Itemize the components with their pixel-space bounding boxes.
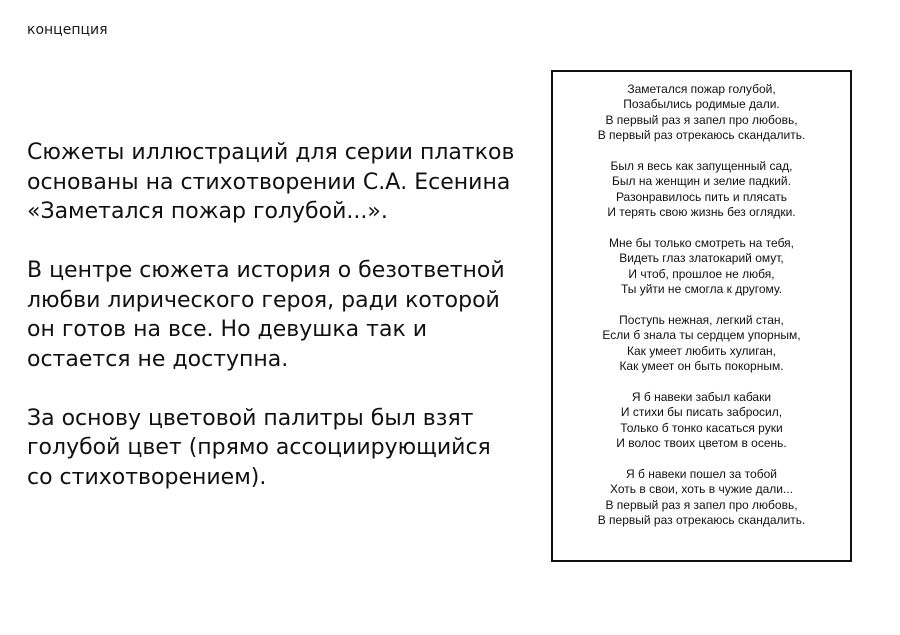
concept-paragraph — [27, 404, 532, 493]
poem-line: В первый раз отрекаюсь скандалить. — [597, 513, 806, 528]
poem-line: И терять свою жизнь без оглядки. — [607, 205, 796, 220]
poem-line: Если б знала ты сердцем упорным, — [602, 328, 801, 343]
concept-line: остается не доступна. — [27, 346, 289, 372]
poem-stanza — [553, 82, 850, 144]
poem-line: Хоть в свои, хоть в чужие дали... — [610, 482, 793, 497]
poem-stanza — [553, 236, 850, 298]
poem-line: Видеть глаз златокарий омут, — [619, 251, 784, 266]
poem-line: Поступь нежная, легкий стан, — [619, 313, 784, 328]
poem-line: В первый раз отрекаюсь скандалить. — [597, 128, 806, 143]
poem-line: Как умеет любить хулиган, — [627, 343, 776, 358]
poem-line: В первый раз я запел про любовь, — [605, 112, 798, 127]
poem-stanza — [553, 467, 850, 529]
poem-line: Разонравилось пить и плясать — [615, 189, 788, 204]
poem-text — [553, 82, 850, 544]
poem-line: И чтоб, прошлое не любя, — [628, 266, 775, 281]
concept-paragraph — [27, 256, 532, 374]
concept-line: За основу цветовой палитры был взят — [27, 405, 474, 431]
poem-line: Я б навеки пошел за тобой — [626, 467, 777, 482]
poem-line: Ты уйти не смогла к другому. — [620, 282, 783, 297]
poem-line: Как умеет он быть покорным. — [619, 359, 784, 374]
poem-frame — [551, 70, 852, 562]
poem-line: Я б навеки забыл кабаки — [631, 390, 772, 405]
concept-line: Сюжеты иллюстраций для серии платков — [27, 140, 515, 165]
poem-line: Был на женщин и зелие падкий. — [612, 174, 791, 189]
poem-stanza — [553, 159, 850, 221]
concept-line: любви лирического героя, ради которой — [27, 287, 500, 313]
poem-line: И стихи бы писать забросил, — [620, 405, 783, 420]
concept-line: со стихотворением). — [27, 464, 267, 490]
concept-line: основаны на стихотворении С.А. Есенина — [27, 169, 511, 195]
concept-text — [27, 138, 532, 522]
poem-stanza — [553, 313, 850, 375]
section-label: концепция — [27, 22, 108, 38]
concept-line: «Заметался пожар голубой...». — [27, 199, 388, 224]
poem-line: В первый раз я запел про любовь, — [605, 497, 798, 512]
poem-line: Позабылись родимые дали. — [623, 97, 780, 112]
concept-paragraph — [27, 138, 532, 227]
poem-line: Мне бы только смотреть на тебя, — [608, 236, 795, 251]
poem-stanza — [553, 390, 850, 452]
concept-line: он готов на все. Но девушка так и — [27, 317, 428, 342]
poem-line: Только б тонко касаться руки — [620, 420, 783, 435]
poem-line: И волос твоих цветом в осень. — [616, 436, 787, 451]
concept-line: В центре сюжета история о безответной — [27, 258, 505, 283]
poem-line: Заметался пожар голубой, — [627, 82, 776, 96]
concept-line: голубой цвет (прямо ассоциирующийся — [27, 435, 491, 460]
poem-line: Был я весь как запущенный сад, — [610, 159, 793, 174]
